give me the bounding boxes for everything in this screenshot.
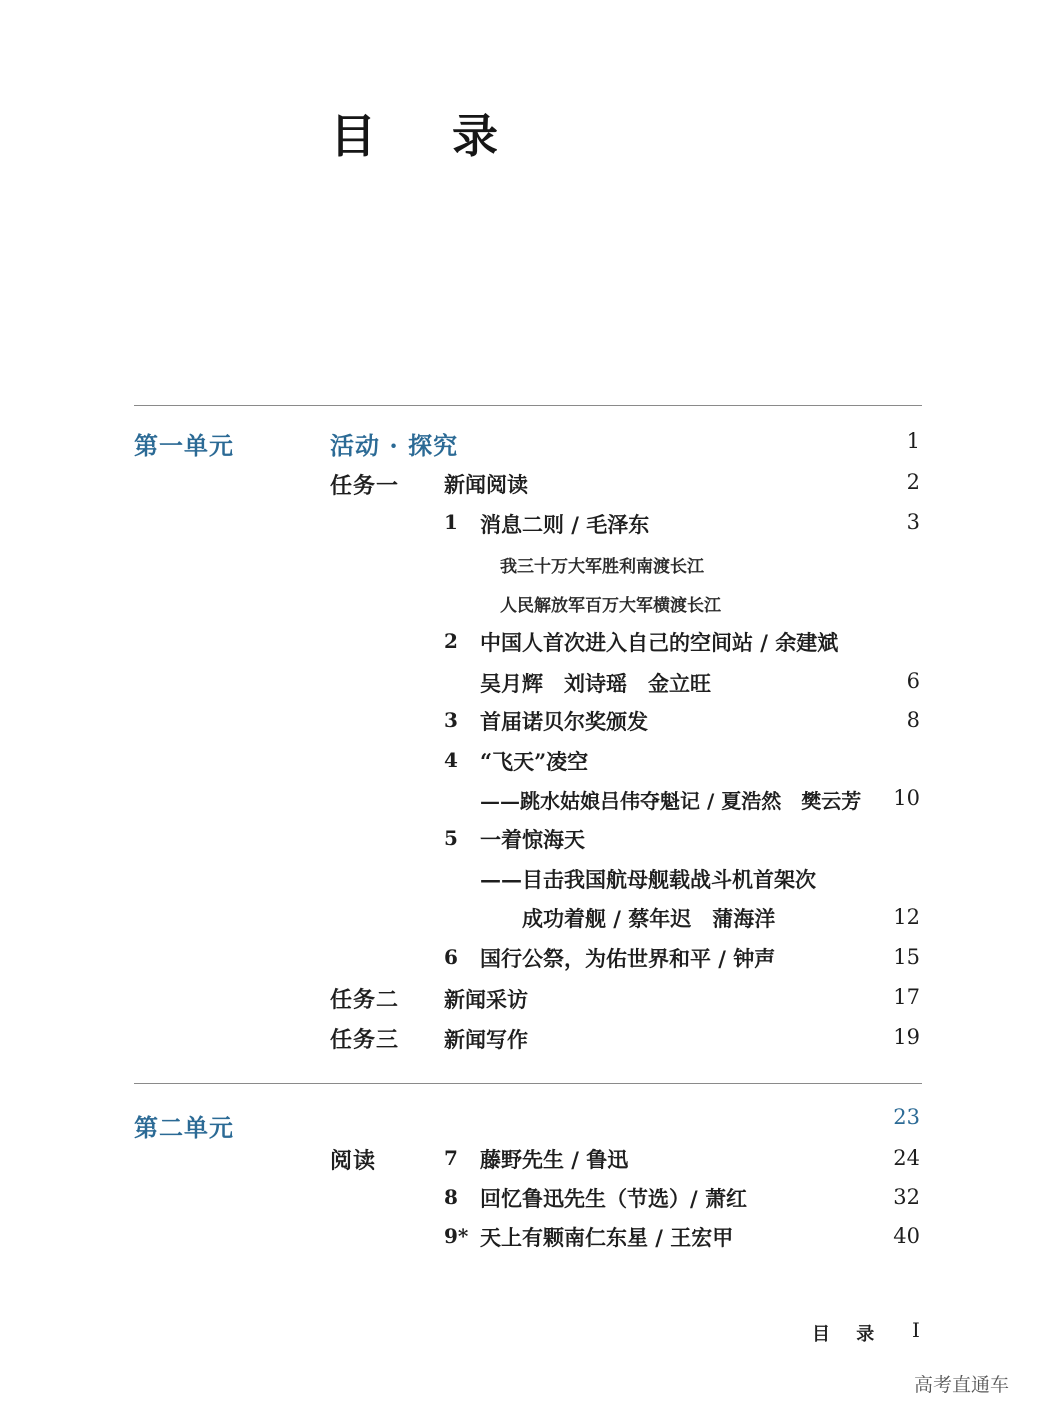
lesson-6-page: 15 [893,945,920,969]
lesson-1-sub-2: 人民解放军百万大军横渡长江 [500,596,721,616]
lesson-1-sub-1: 我三十万大军胜利南渡长江 [500,557,704,577]
lesson-4-title: “飞天”凌空 [480,749,589,774]
task-2-title: 新闻采访 [444,987,528,1012]
lesson-1-number: 1 [444,510,458,534]
unit-divider [134,1083,922,1084]
lesson-2-number: 2 [444,629,458,653]
footer-label: 目 录 [812,1324,885,1345]
lesson-2-authors: 吴月辉 刘诗瑶 金立旺 [480,671,711,696]
lesson-8-title: 回忆鲁迅先生（节选）/ 萧红 [480,1186,747,1211]
lesson-9-title: 天上有颗南仁东星 / 王宏甲 [480,1225,734,1250]
lesson-3-number: 3 [444,708,458,732]
page-title: 目 录 [330,109,529,163]
unit-2-page: 23 [893,1105,920,1129]
lesson-5-page: 12 [893,905,920,929]
lesson-5-number: 5 [444,826,458,850]
lesson-3-page: 8 [906,708,920,732]
lesson-7-number: 7 [444,1146,458,1170]
task-2-page: 17 [893,985,920,1009]
lesson-7-page: 24 [893,1146,920,1170]
task-1-title: 新闻阅读 [444,472,528,497]
task-3-label: 任务三 [330,1027,400,1053]
task-1-label: 任务一 [330,473,400,499]
unit-1-label: 第一单元 [134,431,234,460]
lesson-4-page: 10 [893,786,920,810]
lesson-9-page: 40 [893,1224,920,1248]
watermark: 高考直通车 [914,1374,1010,1396]
lesson-3-title: 首届诺贝尔奖颁发 [480,709,648,734]
task-1-page: 2 [906,470,920,494]
lesson-1-title: 消息二则 / 毛泽东 [480,512,650,537]
reading-label: 阅读 [330,1148,377,1174]
lesson-4-subtitle: ——跳水姑娘吕伟夺魁记 / 夏浩然 樊云芳 [480,789,862,813]
lesson-9-number: 9* [444,1224,469,1248]
lesson-5-subtitle-cont: 成功着舰 / 蔡年迟 蒲海洋 [522,906,776,931]
lesson-4-number: 4 [444,748,458,772]
lesson-6-title: 国行公祭，为佑世界和平 / 钟声 [480,946,776,971]
unit-1-section-page: 1 [906,429,920,453]
task-3-title: 新闻写作 [444,1027,528,1052]
unit-2-label: 第二单元 [134,1113,234,1142]
lesson-7-title: 藤野先生 / 鲁迅 [480,1147,629,1172]
lesson-1-page: 3 [906,510,920,534]
lesson-2-page: 6 [906,669,920,693]
task-3-page: 19 [893,1025,920,1049]
lesson-8-number: 8 [444,1185,458,1209]
lesson-5-subtitle: ——目击我国航母舰载战斗机首架次 [480,867,816,892]
unit-1-section-title: 活动 · 探究 [330,431,459,460]
lesson-6-number: 6 [444,945,458,969]
task-2-label: 任务二 [330,987,400,1013]
lesson-8-page: 32 [893,1185,920,1209]
lesson-2-title: 中国人首次进入自己的空间站 / 余建斌 [480,630,839,655]
footer-page-number: I [912,1318,920,1342]
lesson-5-title: 一着惊海天 [480,827,585,852]
unit-divider [134,405,922,406]
